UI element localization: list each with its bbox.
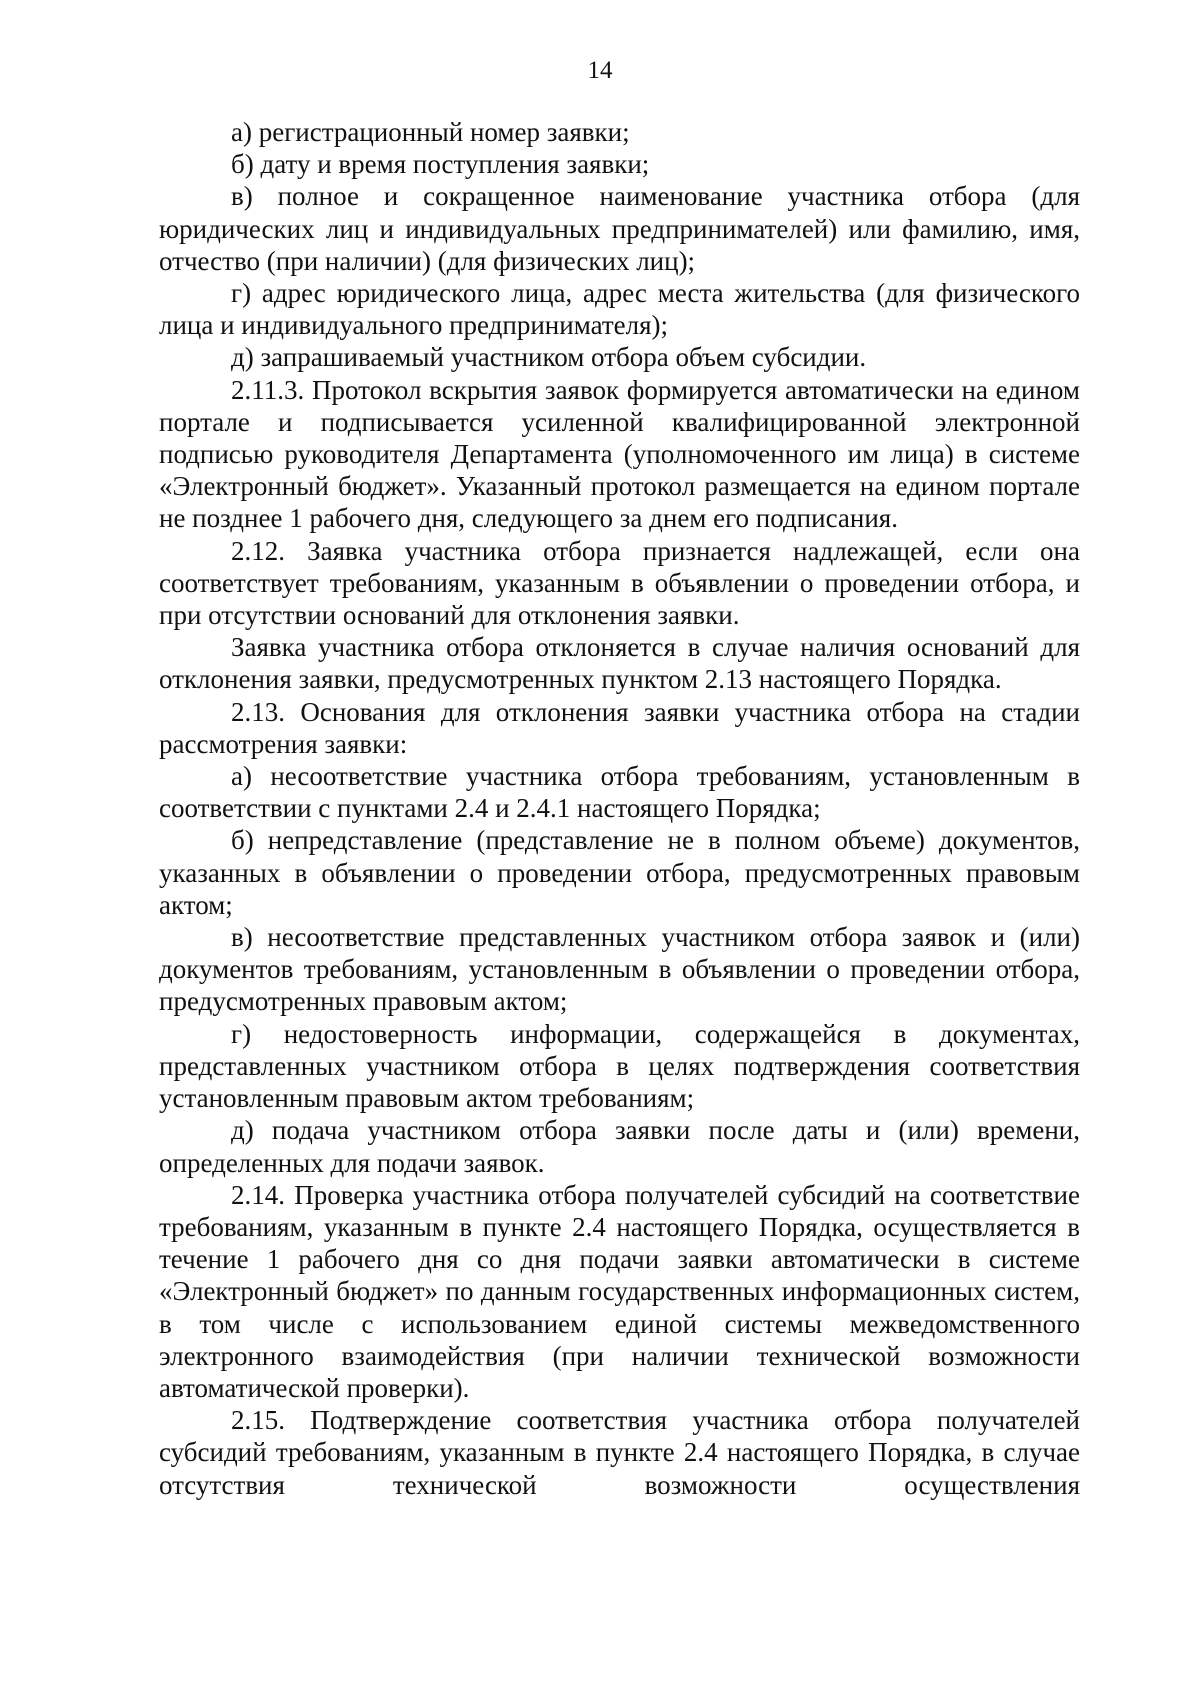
paragraph-item-a: а) регистрационный номер заявки; bbox=[231, 117, 630, 147]
paragraph-2-13-d: д) подача участником отбора заявки после даты и (или) времени, определенных для подачи заявок. bbox=[159, 1115, 1080, 1178]
paragraph-2-15: 2.15. Подтверждение соответствия участника отбора получателей субсидий требованиям, указанным в пункте 2.4 настоящего Порядка, в случае отсутствия технической возможности осуществления bbox=[159, 1405, 1080, 1500]
paragraph-item-v: в) полное и сокращенное наименование участника отбора (для юридических лиц и индивидуальных предпринимателей) или фамилию, имя, отчество (при наличии) (для физических лиц); bbox=[159, 181, 1080, 276]
paragraph-2-11-3: 2.11.3. Протокол вскрытия заявок формируется автоматически на едином портале и подписывается усиленной квалифицированной электронной подписью руководителя Департамента (уполномоченного им лица) в системе «Электронный бюджет». Указанный протокол размещается на едином портале не позднее 1 рабочего дня, следующего за днем его подписания. bbox=[159, 374, 1080, 534]
paragraph-item-g: г) адрес юридического лица, адрес места жительства (для физического лица и индивидуального предпринимателя); bbox=[159, 278, 1080, 341]
paragraph-rejection: Заявка участника отбора отклоняется в случае наличия оснований для отклонения заявки, предусмотренных пунктом 2.13 настоящего Порядка. bbox=[159, 632, 1080, 695]
paragraph-2-13-v: в) несоответствие представленных участником отбора заявок и (или) документов требованиям, установленным в объявлении о проведении отбора, предусмотренных правовым актом; bbox=[159, 922, 1080, 1017]
paragraph-2-13-g: г) недостоверность информации, содержащейся в документах, представленных участником отбора в целях подтверждения соответствия установленным правовым актом требованиям; bbox=[159, 1018, 1080, 1114]
paragraph-2-12: 2.12. Заявка участника отбора признается надлежащей, если она соответствует требованиям, указанным в объявлении о проведении отбора, и при отсутствии оснований для отклонения заявки. bbox=[159, 535, 1080, 631]
paragraph-2-13-b: б) непредставление (представление не в полном объеме) документов, указанных в объявлении о проведении отбора, предусмотренных правовым актом; bbox=[159, 825, 1080, 920]
paragraph-item-b: б) дату и время поступления заявки; bbox=[231, 149, 650, 180]
paragraph-item-d: д) запрашиваемый участником отбора объем субсидии. bbox=[231, 342, 867, 373]
paragraph-2-13: 2.13. Основания для отклонения заявки участника отбора на стадии рассмотрения заявки: bbox=[159, 696, 1080, 759]
document-body bbox=[159, 116, 1080, 1501]
paragraph-2-14: 2.14. Проверка участника отбора получателей субсидий на соответствие требованиям, указанным в пункте 2.4 настоящего Порядка, осуществляется в течение 1 рабочего дня со дня подачи заявки автоматически в системе «Электронный бюджет» по данным государственных информационных систем, в том числе с использованием единой системы межведомственного электронного взаимодействия (при наличии технической возможности автоматической проверки). bbox=[159, 1179, 1080, 1403]
paragraph-2-13-a: а) несоответствие участника отбора требованиям, установленным в соответствии с пунктами 2.4 и 2.4.1 настоящего Порядка; bbox=[159, 761, 1080, 824]
page-number: 14 bbox=[587, 57, 613, 84]
